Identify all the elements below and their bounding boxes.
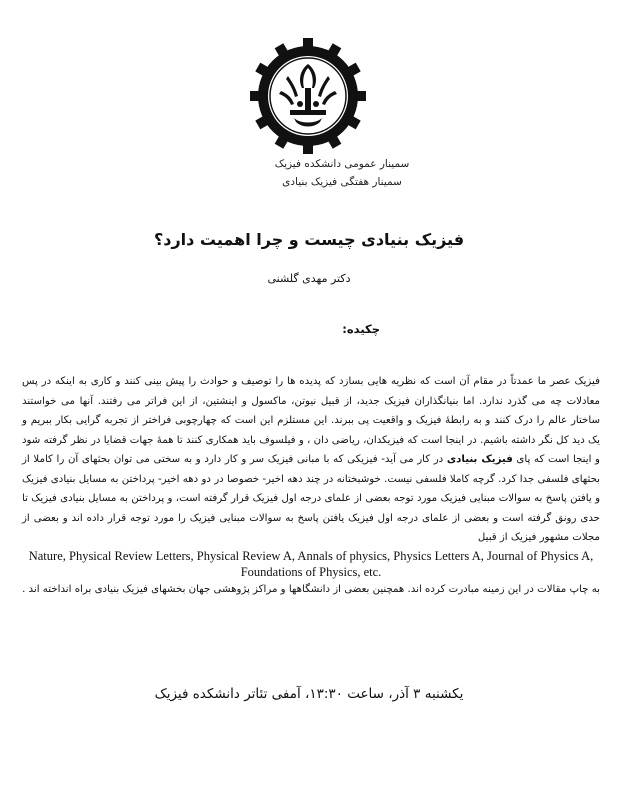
page-title: فیزیک بنیادی چیست و چرا اهمیت دارد؟ — [153, 230, 465, 249]
seminar-general-label: سمینار عمومی دانشکده فیزیک — [274, 158, 410, 170]
abstract-bold-term: فیزیک بنیادی — [446, 454, 513, 465]
sharif-university-logo — [248, 36, 368, 156]
seminar-weekly-label: سمینار هفتگی فیزیک بنیادی — [282, 176, 402, 188]
abstract-heading: چکیده: — [342, 322, 380, 336]
abstract-text-start: فیزیک عصر ما عمدتاً در مقام آن است که نظریه هایی بسازد که پدیده ها را توصیف و حوادث را پیش بینی کنند و کاری به اینکه در پس معادلات چه می گذرد ندارد. اما بنیانگذاران فیزیک جدید، از قبیل نیوتن، ماکسول و اینشتین، از این فراتر می رفتند. آنها می خواستند ساختار عالم را درک کنند و به رابطهٔ فیزیک و واقعیت پی ببرند. این مستلزم این است که چهارچوبی فراختر از تجربه گرایی بکار ببریم و یک دید کل نگر داشته باشیم. در اینجا است که فیزیکدان، ریاضی دان ، و فیلسوف باید همکاری کنند تا همهٔ جهات قضایا در نظر گرفته شود و اینجا است که پای — [22, 376, 600, 465]
author-name: دکتر مهدی گلشنی — [267, 272, 351, 285]
abstract-paragraph-2: به چاپ مقالات در این زمینه مبادرت کرده اند. همچنین بعضی از دانشگاهها و مراکز پژوهشی جهان بخشهای فیزیک بنیادی براه انداخته اند . — [22, 583, 600, 595]
event-date-location: یکشنبه ۳ آذر، ساعت ۱۳:۳۰، آمفی تئاتر دانشکده فیزیک — [154, 686, 464, 702]
abstract-paragraph-1 — [22, 372, 600, 548]
journal-list: Nature, Physical Review Letters, Physical Review A, Annals of physics, Physics Letters A, Journal of Physics A, Foundations of Physics, etc. — [28, 548, 594, 579]
abstract-body — [22, 372, 600, 599]
abstract-text-end: در کار می آید- فیزیکی که با مبانی فیزیک سر و کار دارد و به سختی می توان بحثهای آن را کاملا از بحثهای فلسفی جدا کرد. گرچه کاملا فلسفی نیست. خوشبختانه در چند دهه اخیر- خصوصا در دو دهه اخیر- پرداختن به مسایل بنیادی فیزیک و یافتن پاسخ به سوالات مبنایی فیزیک مورد توجه بعضی از علمای درجه اول فیزیک قرار گرفته است، و پرداختن به مسایل بنیادی فیزیک تا حدی رونق گرفته است و بعضی از علمای درجه اول فیزیک یافتن پاسخ به سوالات مبنایی فیزیک را مورد توجه قرار داده اند و بعضی از مجلات مشهور فیزیک از قبیل — [22, 454, 600, 543]
